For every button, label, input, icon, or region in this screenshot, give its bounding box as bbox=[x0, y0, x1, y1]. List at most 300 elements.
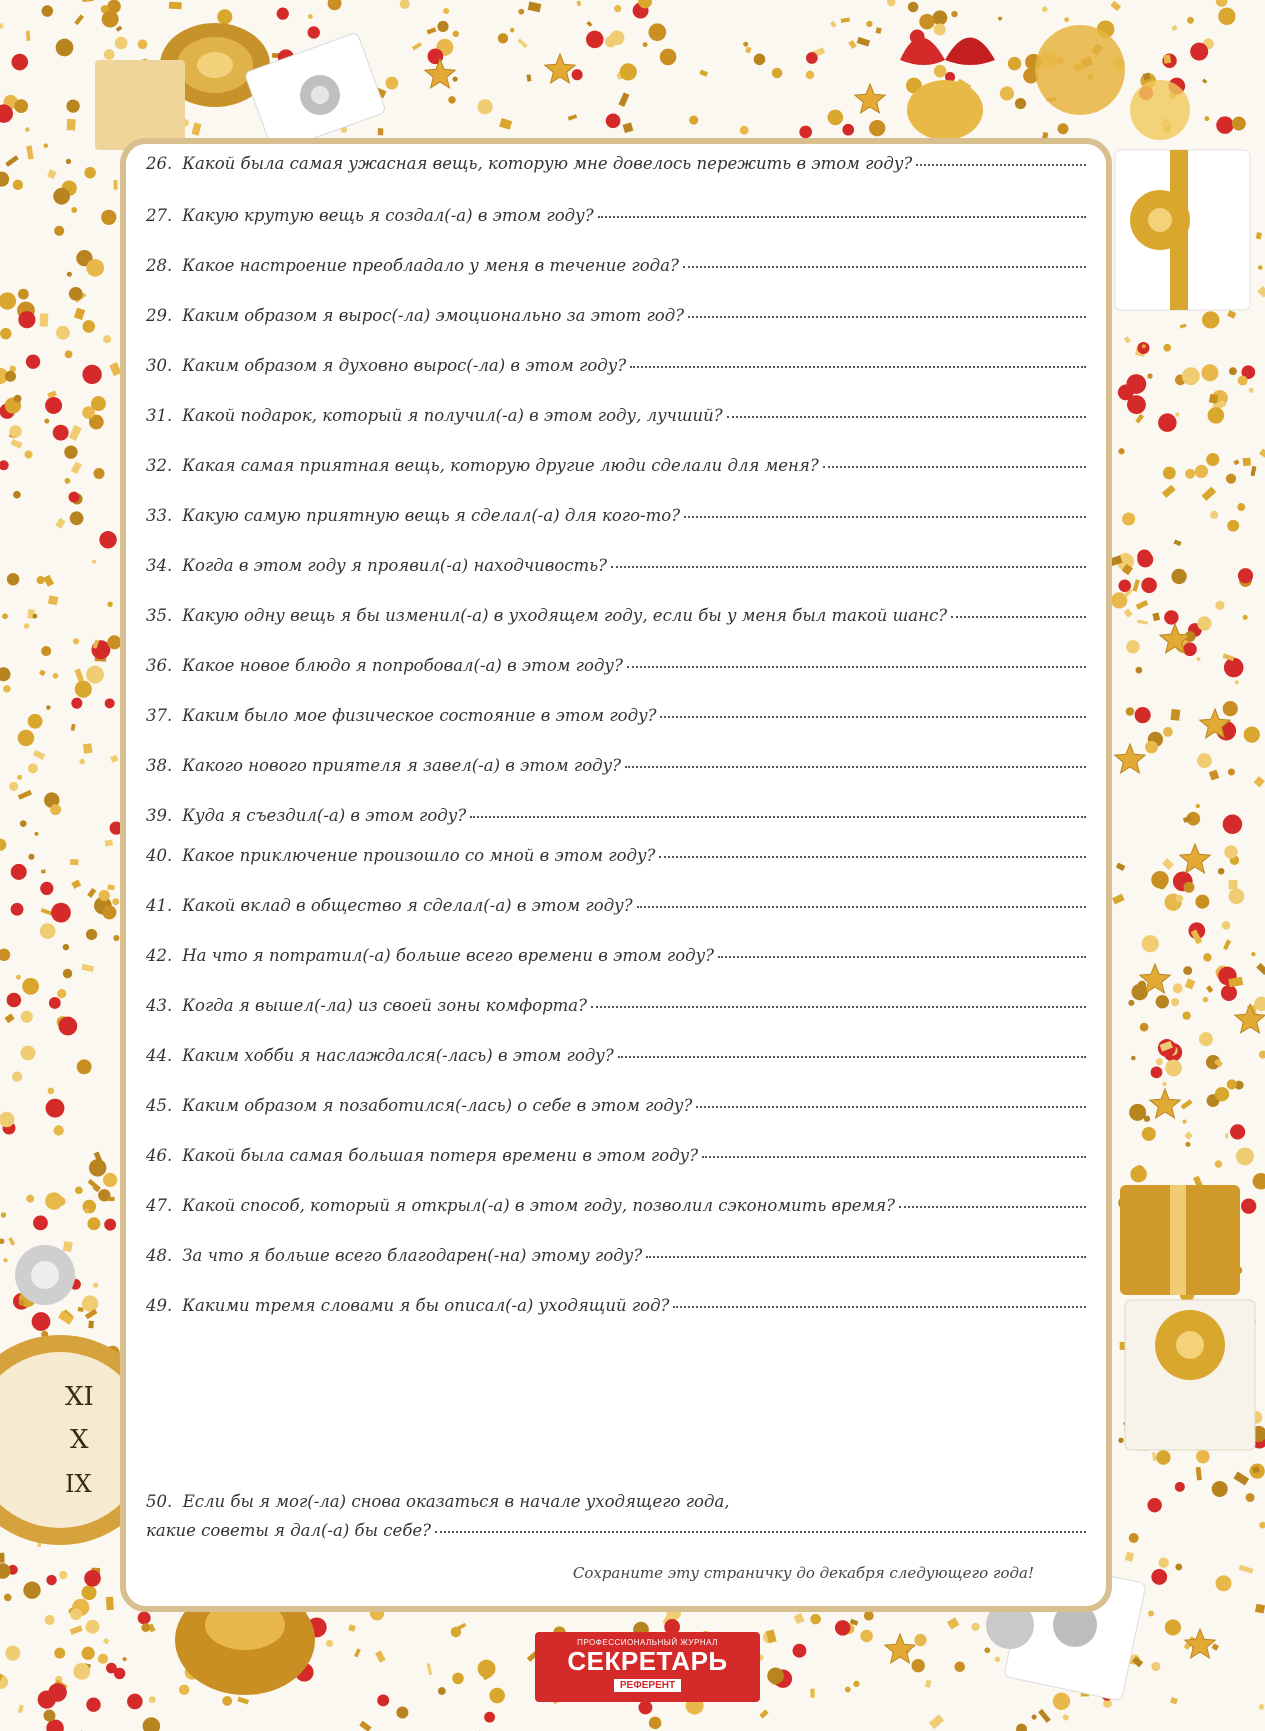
confetti-dot bbox=[378, 128, 384, 135]
confetti-dot bbox=[18, 311, 35, 328]
confetti-dot bbox=[1196, 1467, 1202, 1481]
confetti-dot bbox=[1250, 466, 1256, 476]
confetti-dot bbox=[53, 188, 70, 205]
confetti-dot bbox=[70, 859, 78, 865]
confetti-dot bbox=[518, 9, 524, 15]
confetti-dot bbox=[1163, 54, 1171, 63]
confetti-dot bbox=[1180, 323, 1187, 328]
answer-line[interactable] bbox=[618, 1056, 1086, 1058]
confetti-dot bbox=[75, 681, 92, 698]
confetti-dot bbox=[740, 126, 749, 135]
confetti-dot bbox=[1163, 344, 1171, 352]
question-number: 32. bbox=[146, 456, 173, 475]
confetti-dot bbox=[1226, 474, 1236, 484]
confetti-dot bbox=[41, 646, 51, 656]
confetti-dot bbox=[1176, 895, 1184, 903]
confetti-dot bbox=[1125, 1552, 1135, 1562]
confetti-dot bbox=[71, 207, 77, 213]
confetti-dot bbox=[1163, 467, 1176, 480]
confetti-dot bbox=[1185, 978, 1195, 989]
confetti-dot bbox=[835, 1620, 850, 1635]
confetti-dot bbox=[5, 371, 16, 382]
question-text: Какую одну вещь я бы изменил(-а) в уходящем году, если бы у меня был такой шанс? bbox=[182, 606, 948, 625]
confetti-dot bbox=[1236, 1147, 1254, 1165]
question-row bbox=[146, 756, 1086, 775]
confetti-dot bbox=[71, 698, 82, 709]
confetti-dot bbox=[586, 31, 604, 49]
confetti-dot bbox=[1112, 894, 1125, 905]
confetti-dot bbox=[222, 1696, 232, 1706]
confetti-dot bbox=[1165, 1060, 1182, 1077]
confetti-dot bbox=[1038, 1709, 1051, 1723]
question-text: Какой подарок, который я получил(-а) в этом году, лучший? bbox=[182, 406, 723, 425]
confetti-dot bbox=[348, 1624, 356, 1632]
confetti-dot bbox=[1042, 6, 1048, 12]
confetti-dot bbox=[1249, 388, 1254, 393]
question-text: Какой способ, который я открыл(-а) в этом году, позволил сэкономить время? bbox=[182, 1196, 895, 1215]
confetti-dot bbox=[237, 1697, 249, 1705]
confetti-dot bbox=[82, 0, 94, 2]
confetti-dot bbox=[639, 1701, 653, 1715]
confetti-dot bbox=[63, 969, 73, 979]
confetti-dot bbox=[1135, 414, 1144, 424]
answer-line[interactable] bbox=[916, 164, 1086, 166]
question-text: Когда в этом году я проявил(-а) находчивость? bbox=[182, 556, 608, 575]
confetti-dot bbox=[74, 308, 85, 320]
confetti-dot bbox=[614, 5, 621, 12]
question-row bbox=[146, 896, 1086, 915]
confetti-dot bbox=[81, 1647, 94, 1660]
confetti-dot bbox=[24, 450, 32, 458]
confetti-dot bbox=[1122, 512, 1135, 525]
confetti-dot bbox=[1124, 608, 1133, 617]
confetti-dot bbox=[1156, 1450, 1170, 1464]
confetti-dot bbox=[93, 468, 104, 479]
confetti-dot bbox=[1053, 1693, 1070, 1710]
question-number: 29. bbox=[146, 306, 173, 325]
confetti-dot bbox=[20, 820, 27, 827]
logo-top-text: ПРОФЕССИОНАЛЬНЫЙ ЖУРНАЛ bbox=[577, 1638, 718, 1647]
confetti-dot bbox=[1183, 882, 1194, 893]
confetti-dot bbox=[1221, 985, 1237, 1001]
answer-line[interactable] bbox=[435, 1531, 1086, 1533]
gift-box-icon bbox=[1115, 150, 1250, 310]
confetti-dot bbox=[377, 1694, 389, 1706]
confetti-dot bbox=[359, 1721, 371, 1731]
confetti-dot bbox=[375, 1650, 386, 1662]
confetti-dot bbox=[934, 65, 947, 78]
answer-line[interactable] bbox=[627, 666, 1086, 668]
confetti-dot bbox=[14, 99, 28, 113]
confetti-dot bbox=[754, 54, 766, 66]
confetti-dot bbox=[9, 782, 18, 791]
confetti-dot bbox=[93, 1282, 98, 1287]
question-number: 49. bbox=[146, 1296, 173, 1315]
question-number: 41. bbox=[146, 896, 173, 915]
answer-line[interactable] bbox=[951, 616, 1086, 618]
confetti-dot bbox=[71, 461, 82, 474]
magazine-logo[interactable] bbox=[535, 1632, 760, 1702]
svg-text:IX: IX bbox=[65, 1470, 92, 1498]
question-number: 45. bbox=[146, 1096, 173, 1115]
snowflake-icon bbox=[15, 1245, 75, 1305]
answer-line[interactable] bbox=[673, 1306, 1086, 1308]
question-50 bbox=[146, 1492, 1086, 1540]
answer-line[interactable] bbox=[637, 906, 1086, 908]
confetti-dot bbox=[1259, 1051, 1265, 1059]
answer-line[interactable] bbox=[718, 956, 1086, 958]
answer-line[interactable] bbox=[630, 366, 1086, 368]
question-number: 46. bbox=[146, 1146, 173, 1165]
question-row bbox=[146, 456, 1086, 475]
confetti-dot bbox=[1224, 845, 1237, 858]
confetti-dot bbox=[841, 17, 850, 23]
confetti-dot bbox=[451, 1627, 461, 1637]
confetti-dot bbox=[11, 54, 28, 71]
confetti-dot bbox=[1259, 1522, 1265, 1529]
confetti-dot bbox=[1228, 768, 1235, 775]
confetti-dot bbox=[876, 27, 882, 34]
confetti-dot bbox=[1229, 367, 1237, 375]
confetti-dot bbox=[1145, 741, 1158, 754]
star-icon bbox=[425, 59, 455, 88]
confetti-dot bbox=[56, 326, 70, 340]
confetti-dot bbox=[971, 1623, 979, 1631]
confetti-dot bbox=[396, 1707, 408, 1719]
answer-line[interactable] bbox=[683, 266, 1086, 268]
confetti-dot bbox=[37, 576, 45, 584]
confetti-dot bbox=[1129, 1533, 1139, 1543]
confetti-dot bbox=[1151, 1569, 1167, 1585]
confetti-dot bbox=[1187, 17, 1194, 24]
star-icon bbox=[545, 54, 575, 83]
confetti-dot bbox=[1165, 1619, 1181, 1635]
answer-line[interactable] bbox=[625, 766, 1086, 768]
confetti-dot bbox=[618, 92, 629, 107]
confetti-dot bbox=[1258, 1704, 1264, 1711]
confetti-dot bbox=[1163, 727, 1173, 737]
confetti-dot bbox=[1118, 579, 1131, 592]
confetti-dot bbox=[105, 698, 115, 708]
gift-box-icon bbox=[1120, 1185, 1240, 1295]
confetti-dot bbox=[5, 155, 19, 167]
confetti-dot bbox=[1171, 25, 1177, 31]
question-number: 48. bbox=[146, 1246, 173, 1265]
confetti-dot bbox=[933, 10, 948, 25]
confetti-dot bbox=[478, 99, 493, 114]
question-text: Каким было мое физическое состояние в этом году? bbox=[182, 706, 657, 725]
confetti-dot bbox=[1256, 963, 1265, 975]
confetti-dot bbox=[1158, 413, 1177, 432]
answer-line[interactable] bbox=[727, 416, 1086, 418]
confetti-dot bbox=[1229, 888, 1245, 904]
question-row bbox=[146, 1246, 1086, 1265]
confetti-dot bbox=[1152, 1452, 1156, 1461]
confetti-dot bbox=[526, 74, 531, 81]
confetti-dot bbox=[103, 1638, 110, 1645]
confetti-dot bbox=[73, 1663, 90, 1680]
confetti-dot bbox=[110, 755, 118, 763]
confetti-dot bbox=[1212, 1481, 1228, 1497]
confetti-dot bbox=[860, 1630, 872, 1642]
confetti-dot bbox=[113, 935, 119, 941]
confetti-dot bbox=[54, 1648, 65, 1659]
confetti-dot bbox=[427, 27, 437, 34]
confetti-dot bbox=[759, 1709, 768, 1718]
confetti-dot bbox=[5, 1013, 15, 1023]
confetti-dot bbox=[42, 5, 54, 17]
confetti-dot bbox=[77, 1059, 92, 1074]
question-row bbox=[146, 556, 1086, 575]
confetti-dot bbox=[951, 11, 957, 17]
confetti-dot bbox=[82, 365, 101, 384]
answer-line[interactable] bbox=[899, 1206, 1086, 1208]
confetti-dot bbox=[1197, 616, 1211, 630]
confetti-dot bbox=[86, 1697, 100, 1711]
confetti-dot bbox=[75, 668, 84, 681]
confetti-dot bbox=[0, 1563, 10, 1579]
confetti-dot bbox=[75, 1187, 83, 1195]
confetti-dot bbox=[1182, 367, 1200, 385]
question-text: Какую самую приятную вещь я сделал(-а) для кого-то? bbox=[182, 506, 681, 525]
confetti-dot bbox=[44, 419, 49, 424]
confetti-dot bbox=[7, 573, 20, 586]
confetti-dot bbox=[1241, 1199, 1256, 1214]
confetti-dot bbox=[448, 96, 456, 104]
answer-line[interactable] bbox=[591, 1006, 1086, 1008]
confetti-dot bbox=[1118, 385, 1134, 401]
confetti-dot bbox=[1259, 449, 1265, 460]
confetti-dot bbox=[1216, 1575, 1232, 1591]
confetti-dot bbox=[827, 110, 843, 126]
star-icon bbox=[855, 84, 885, 113]
confetti-dot bbox=[610, 30, 625, 45]
confetti-dot bbox=[217, 9, 232, 24]
confetti-dot bbox=[84, 1208, 89, 1213]
confetti-dot bbox=[1227, 520, 1239, 532]
question-text: Какими тремя словами я бы описал(-а) уходящий год? bbox=[182, 1296, 670, 1315]
confetti-dot bbox=[13, 180, 23, 190]
confetti-dot bbox=[55, 518, 65, 529]
confetti-dot bbox=[59, 1571, 67, 1579]
question-text: Какой вклад в общество я сделал(-а) в этом году? bbox=[182, 896, 633, 915]
confetti-dot bbox=[1183, 966, 1192, 975]
confetti-dot bbox=[0, 460, 9, 470]
question-number: 31. bbox=[146, 406, 173, 425]
confetti-dot bbox=[794, 1613, 805, 1624]
confetti-dot bbox=[9, 425, 21, 437]
confetti-dot bbox=[699, 70, 708, 77]
confetti-dot bbox=[1209, 394, 1218, 404]
confetti-dot bbox=[39, 669, 46, 676]
gift-box-icon bbox=[95, 60, 185, 150]
confetti-dot bbox=[18, 730, 34, 746]
confetti-dot bbox=[18, 1705, 24, 1714]
confetti-dot bbox=[385, 77, 398, 90]
confetti-dot bbox=[400, 0, 410, 9]
confetti-dot bbox=[1171, 569, 1186, 584]
answer-line[interactable] bbox=[598, 216, 1086, 218]
question-number: 50. bbox=[146, 1492, 173, 1511]
answer-line[interactable] bbox=[659, 856, 1086, 858]
confetti-dot bbox=[1151, 1066, 1163, 1078]
confetti-dot bbox=[70, 511, 84, 525]
confetti-dot bbox=[1232, 117, 1246, 131]
confetti-dot bbox=[8, 1237, 15, 1246]
confetti-dot bbox=[1256, 232, 1262, 240]
golden-leaves-icon bbox=[1035, 25, 1190, 140]
confetti-dot bbox=[82, 1295, 98, 1311]
confetti-dot bbox=[28, 714, 43, 729]
question-row bbox=[146, 706, 1086, 725]
confetti-dot bbox=[743, 42, 748, 47]
confetti-dot bbox=[1064, 17, 1069, 22]
confetti-dot bbox=[18, 289, 29, 300]
confetti-dot bbox=[1223, 939, 1231, 950]
confetti-dot bbox=[947, 1617, 959, 1629]
confetti-dot bbox=[1251, 952, 1255, 956]
question-text: Каким образом я позаботился(-лась) о себе в этом году? bbox=[182, 1096, 693, 1115]
question-text: Какой была самая ужасная вещь, которую мне довелось пережить в этом году? bbox=[182, 154, 913, 173]
confetti-dot bbox=[115, 37, 128, 50]
confetti-dot bbox=[998, 16, 1002, 20]
confetti-dot bbox=[308, 26, 320, 38]
confetti-dot bbox=[0, 172, 9, 187]
question-row bbox=[146, 256, 1086, 275]
confetti-dot bbox=[1196, 657, 1200, 661]
confetti-dot bbox=[1206, 985, 1213, 993]
confetti-dot bbox=[1131, 1056, 1136, 1061]
confetti-dot bbox=[7, 993, 21, 1007]
confetti-dot bbox=[437, 21, 448, 32]
confetti-dot bbox=[1141, 577, 1157, 593]
confetti-dot bbox=[478, 1660, 496, 1678]
question-number: 42. bbox=[146, 946, 173, 965]
confetti-dot bbox=[869, 120, 885, 136]
confetti-dot bbox=[328, 0, 342, 10]
confetti-dot bbox=[648, 23, 666, 41]
confetti-dot bbox=[64, 445, 77, 458]
confetti-dot bbox=[1135, 707, 1151, 723]
confetti-dot bbox=[568, 114, 577, 120]
confetti-dot bbox=[1063, 1714, 1069, 1720]
answer-line[interactable] bbox=[646, 1256, 1086, 1258]
confetti-dot bbox=[929, 1714, 944, 1729]
confetti-dot bbox=[1195, 895, 1209, 909]
confetti-dot bbox=[26, 145, 33, 159]
confetti-dot bbox=[12, 1072, 22, 1082]
confetti-dot bbox=[1152, 613, 1160, 622]
confetti-dot bbox=[772, 68, 782, 78]
confetti-dot bbox=[24, 623, 30, 629]
confetti-dot bbox=[453, 31, 459, 37]
answer-line[interactable] bbox=[470, 816, 1086, 818]
confetti-dot bbox=[1126, 707, 1135, 716]
star-icon bbox=[1185, 1629, 1215, 1658]
answer-line[interactable] bbox=[823, 466, 1086, 468]
question-text-line1: Если бы я мог(-ла) снова оказаться в начале уходящего года, bbox=[182, 1492, 730, 1511]
confetti-dot bbox=[84, 167, 96, 179]
confetti-dot bbox=[1032, 1714, 1037, 1719]
confetti-dot bbox=[1216, 116, 1233, 133]
confetti-dot bbox=[660, 49, 677, 66]
confetti-dot bbox=[1118, 1438, 1123, 1443]
confetti-dot bbox=[845, 1687, 851, 1693]
confetti-dot bbox=[0, 328, 11, 339]
confetti-dot bbox=[1238, 376, 1248, 386]
confetti-dot bbox=[21, 1045, 36, 1060]
question-number: 40. bbox=[146, 846, 173, 865]
confetti-dot bbox=[28, 854, 34, 860]
question-row bbox=[146, 806, 1086, 825]
confetti-dot bbox=[1132, 579, 1139, 591]
confetti-dot bbox=[887, 0, 896, 6]
confetti-dot bbox=[116, 26, 123, 32]
confetti-dot bbox=[623, 122, 634, 133]
confetti-dot bbox=[65, 350, 73, 358]
question-text: Какого нового приятеля я завел(-а) в этом году? bbox=[182, 756, 621, 775]
confetti-dot bbox=[1239, 1565, 1254, 1574]
confetti-dot bbox=[1140, 1023, 1149, 1032]
confetti-dot bbox=[1210, 511, 1218, 519]
confetti-dot bbox=[767, 1668, 784, 1685]
question-text: Какую крутую вещь я создал(-а) в этом году? bbox=[182, 206, 594, 225]
answer-line[interactable] bbox=[688, 316, 1086, 318]
confetti-dot bbox=[277, 8, 289, 20]
confetti-dot bbox=[1223, 701, 1238, 716]
question-row bbox=[146, 356, 1086, 375]
confetti-dot bbox=[23, 1581, 40, 1598]
question-number: 33. bbox=[146, 506, 173, 525]
confetti-dot bbox=[577, 0, 582, 6]
question-text: Какое новое блюдо я попробовал(-а) в этом году? bbox=[182, 656, 623, 675]
confetti-dot bbox=[138, 39, 148, 49]
confetti-dot bbox=[1206, 453, 1219, 466]
confetti-dot bbox=[919, 14, 934, 29]
answer-line[interactable] bbox=[702, 1156, 1086, 1158]
confetti-dot bbox=[45, 397, 62, 414]
confetti-dot bbox=[1218, 868, 1225, 875]
confetti-dot bbox=[1164, 610, 1178, 624]
confetti-dot bbox=[1243, 615, 1248, 620]
answer-line[interactable] bbox=[611, 566, 1086, 568]
confetti-dot bbox=[1182, 1119, 1186, 1123]
confetti-dot bbox=[71, 724, 76, 731]
confetti-dot bbox=[1158, 1557, 1168, 1567]
confetti-dot bbox=[1244, 727, 1260, 743]
confetti-dot bbox=[810, 1614, 821, 1625]
confetti-dot bbox=[82, 406, 95, 419]
confetti-dot bbox=[53, 425, 69, 441]
svg-text:X: X bbox=[70, 1425, 89, 1455]
confetti-dot bbox=[1253, 1173, 1265, 1190]
question-row bbox=[146, 1196, 1086, 1215]
confetti-dot bbox=[39, 313, 48, 327]
confetti-dot bbox=[427, 1663, 433, 1675]
answer-line[interactable] bbox=[684, 516, 1086, 518]
confetti-dot bbox=[1137, 620, 1148, 625]
svg-text:XI: XI bbox=[65, 1382, 94, 1412]
confetti-dot bbox=[1257, 286, 1265, 298]
answer-line[interactable] bbox=[696, 1106, 1086, 1108]
confetti-dot bbox=[63, 944, 69, 950]
confetti-dot bbox=[954, 1661, 965, 1672]
question-row bbox=[146, 306, 1086, 325]
confetti-dot bbox=[123, 1657, 127, 1661]
confetti-dot bbox=[925, 1680, 932, 1688]
confetti-dot bbox=[14, 395, 22, 403]
answer-line[interactable] bbox=[660, 716, 1086, 718]
